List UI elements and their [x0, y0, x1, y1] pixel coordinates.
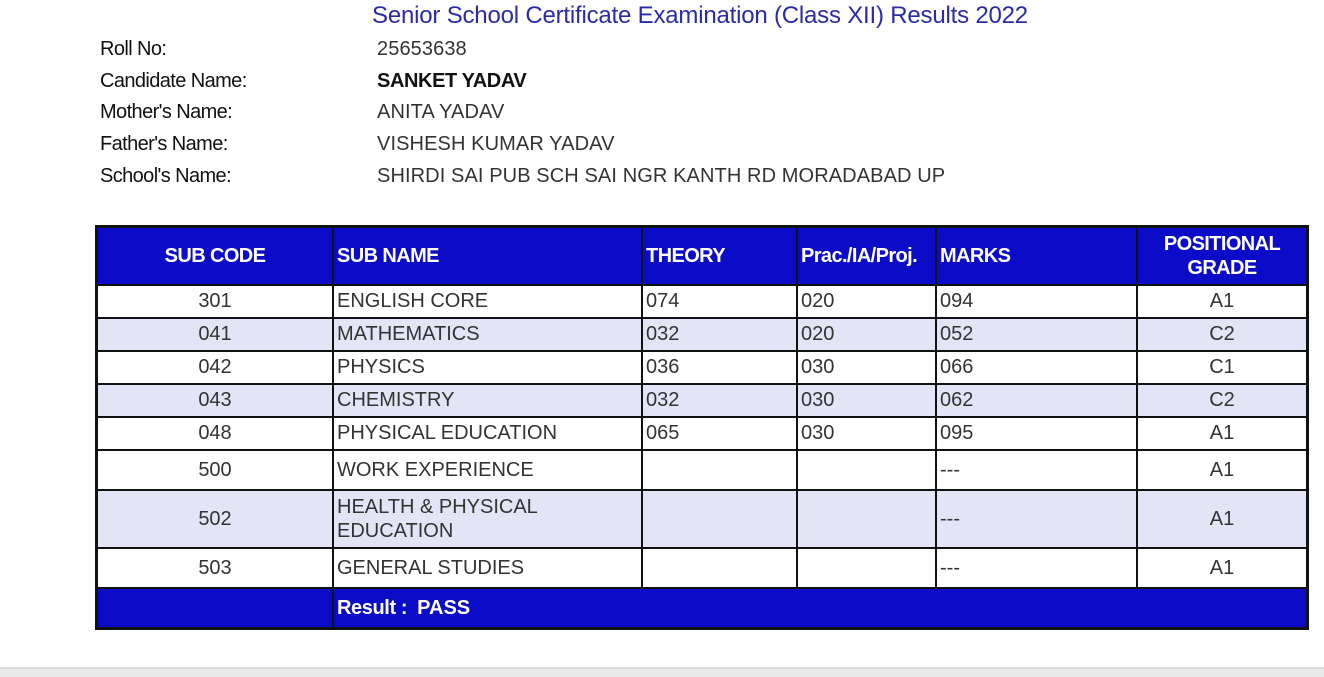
grade-cell: A1	[1137, 450, 1307, 490]
result-cell	[333, 588, 1307, 628]
sub-name-cell: HEALTH & PHYSICAL EDUCATION	[333, 490, 642, 548]
theory-cell	[642, 490, 797, 548]
father-name-row	[100, 129, 945, 161]
mother-name-value: ANITA YADAV	[377, 101, 505, 124]
marks-cell: 052	[936, 318, 1137, 351]
sub-code-cell: 500	[97, 450, 333, 490]
father-name-value: VISHESH KUMAR YADAV	[377, 133, 615, 156]
result-empty-cell	[97, 588, 333, 628]
marks-cell: 066	[936, 351, 1137, 384]
school-name-value: SHIRDI SAI PUB SCH SAI NGR KANTH RD MORADABAD UP	[377, 164, 946, 187]
col-header-sub-code: SUB CODE	[97, 227, 333, 285]
theory-cell: 036	[642, 351, 797, 384]
table-row	[97, 384, 1307, 417]
theory-cell: 032	[642, 318, 797, 351]
practical-cell: 020	[797, 285, 936, 318]
results-table	[95, 225, 1309, 630]
table-row	[97, 548, 1307, 588]
marks-cell: ---	[936, 490, 1137, 548]
result-label: Result :	[337, 596, 408, 619]
table-row	[97, 285, 1307, 318]
result-value: PASS	[417, 596, 471, 619]
col-header-sub-name: SUB NAME	[333, 227, 642, 285]
sub-name-cell: WORK EXPERIENCE	[333, 450, 642, 490]
sub-code-cell: 301	[97, 285, 333, 318]
sub-code-cell: 503	[97, 548, 333, 588]
marks-cell: 062	[936, 384, 1137, 417]
grade-cell: C2	[1137, 318, 1307, 351]
practical-cell	[797, 548, 936, 588]
grade-cell: C2	[1137, 384, 1307, 417]
mother-name-row	[100, 97, 945, 129]
marks-cell: ---	[936, 548, 1137, 588]
sub-name-cell: CHEMISTRY	[333, 384, 642, 417]
grade-cell: A1	[1137, 285, 1307, 318]
practical-cell: 020	[797, 318, 936, 351]
table-header-row	[97, 227, 1307, 285]
sub-code-cell: 041	[97, 318, 333, 351]
candidate-info	[100, 34, 945, 192]
theory-cell: 032	[642, 384, 797, 417]
sub-name-cell: PHYSICAL EDUCATION	[333, 417, 642, 450]
roll-no-label: Roll No:	[100, 38, 167, 61]
result-row	[97, 588, 1307, 628]
school-name-row	[100, 160, 945, 192]
marks-cell: 094	[936, 285, 1137, 318]
table-row	[97, 490, 1307, 548]
bottom-divider	[0, 667, 1324, 677]
theory-cell	[642, 548, 797, 588]
sub-name-cell: PHYSICS	[333, 351, 642, 384]
roll-no-value: 25653638	[377, 38, 467, 61]
table-row	[97, 417, 1307, 450]
school-name-label: School's Name:	[100, 164, 232, 187]
sub-name-cell: GENERAL STUDIES	[333, 548, 642, 588]
practical-cell	[797, 450, 936, 490]
table-row	[97, 318, 1307, 351]
sub-name-cell: ENGLISH CORE	[333, 285, 642, 318]
col-header-marks: MARKS	[936, 227, 1137, 285]
father-name-label: Father's Name:	[100, 133, 228, 156]
mother-name-label: Mother's Name:	[100, 101, 233, 124]
practical-cell	[797, 490, 936, 548]
marks-cell: 095	[936, 417, 1137, 450]
candidate-name-label: Candidate Name:	[100, 69, 247, 92]
theory-cell: 065	[642, 417, 797, 450]
col-header-theory: THEORY	[642, 227, 797, 285]
grade-cell: C1	[1137, 351, 1307, 384]
sub-code-cell: 502	[97, 490, 333, 548]
theory-cell: 074	[642, 285, 797, 318]
grade-cell: A1	[1137, 490, 1307, 548]
col-header-practical: Prac./IA/Proj.	[797, 227, 936, 285]
theory-cell	[642, 450, 797, 490]
sub-code-cell: 048	[97, 417, 333, 450]
candidate-name-value: SANKET YADAV	[377, 69, 527, 92]
grade-cell: A1	[1137, 548, 1307, 588]
sub-name-cell: MATHEMATICS	[333, 318, 642, 351]
practical-cell: 030	[797, 384, 936, 417]
sub-code-cell: 042	[97, 351, 333, 384]
practical-cell: 030	[797, 417, 936, 450]
sub-code-cell: 043	[97, 384, 333, 417]
marks-cell: ---	[936, 450, 1137, 490]
page-title: Senior School Certificate Examination (Class XII) Results 2022	[372, 2, 1028, 29]
col-header-grade: POSITIONAL GRADE	[1137, 227, 1307, 285]
candidate-name-row	[100, 66, 945, 98]
table-row	[97, 450, 1307, 490]
roll-no-row	[100, 34, 945, 66]
table-row	[97, 351, 1307, 384]
practical-cell: 030	[797, 351, 936, 384]
grade-cell: A1	[1137, 417, 1307, 450]
